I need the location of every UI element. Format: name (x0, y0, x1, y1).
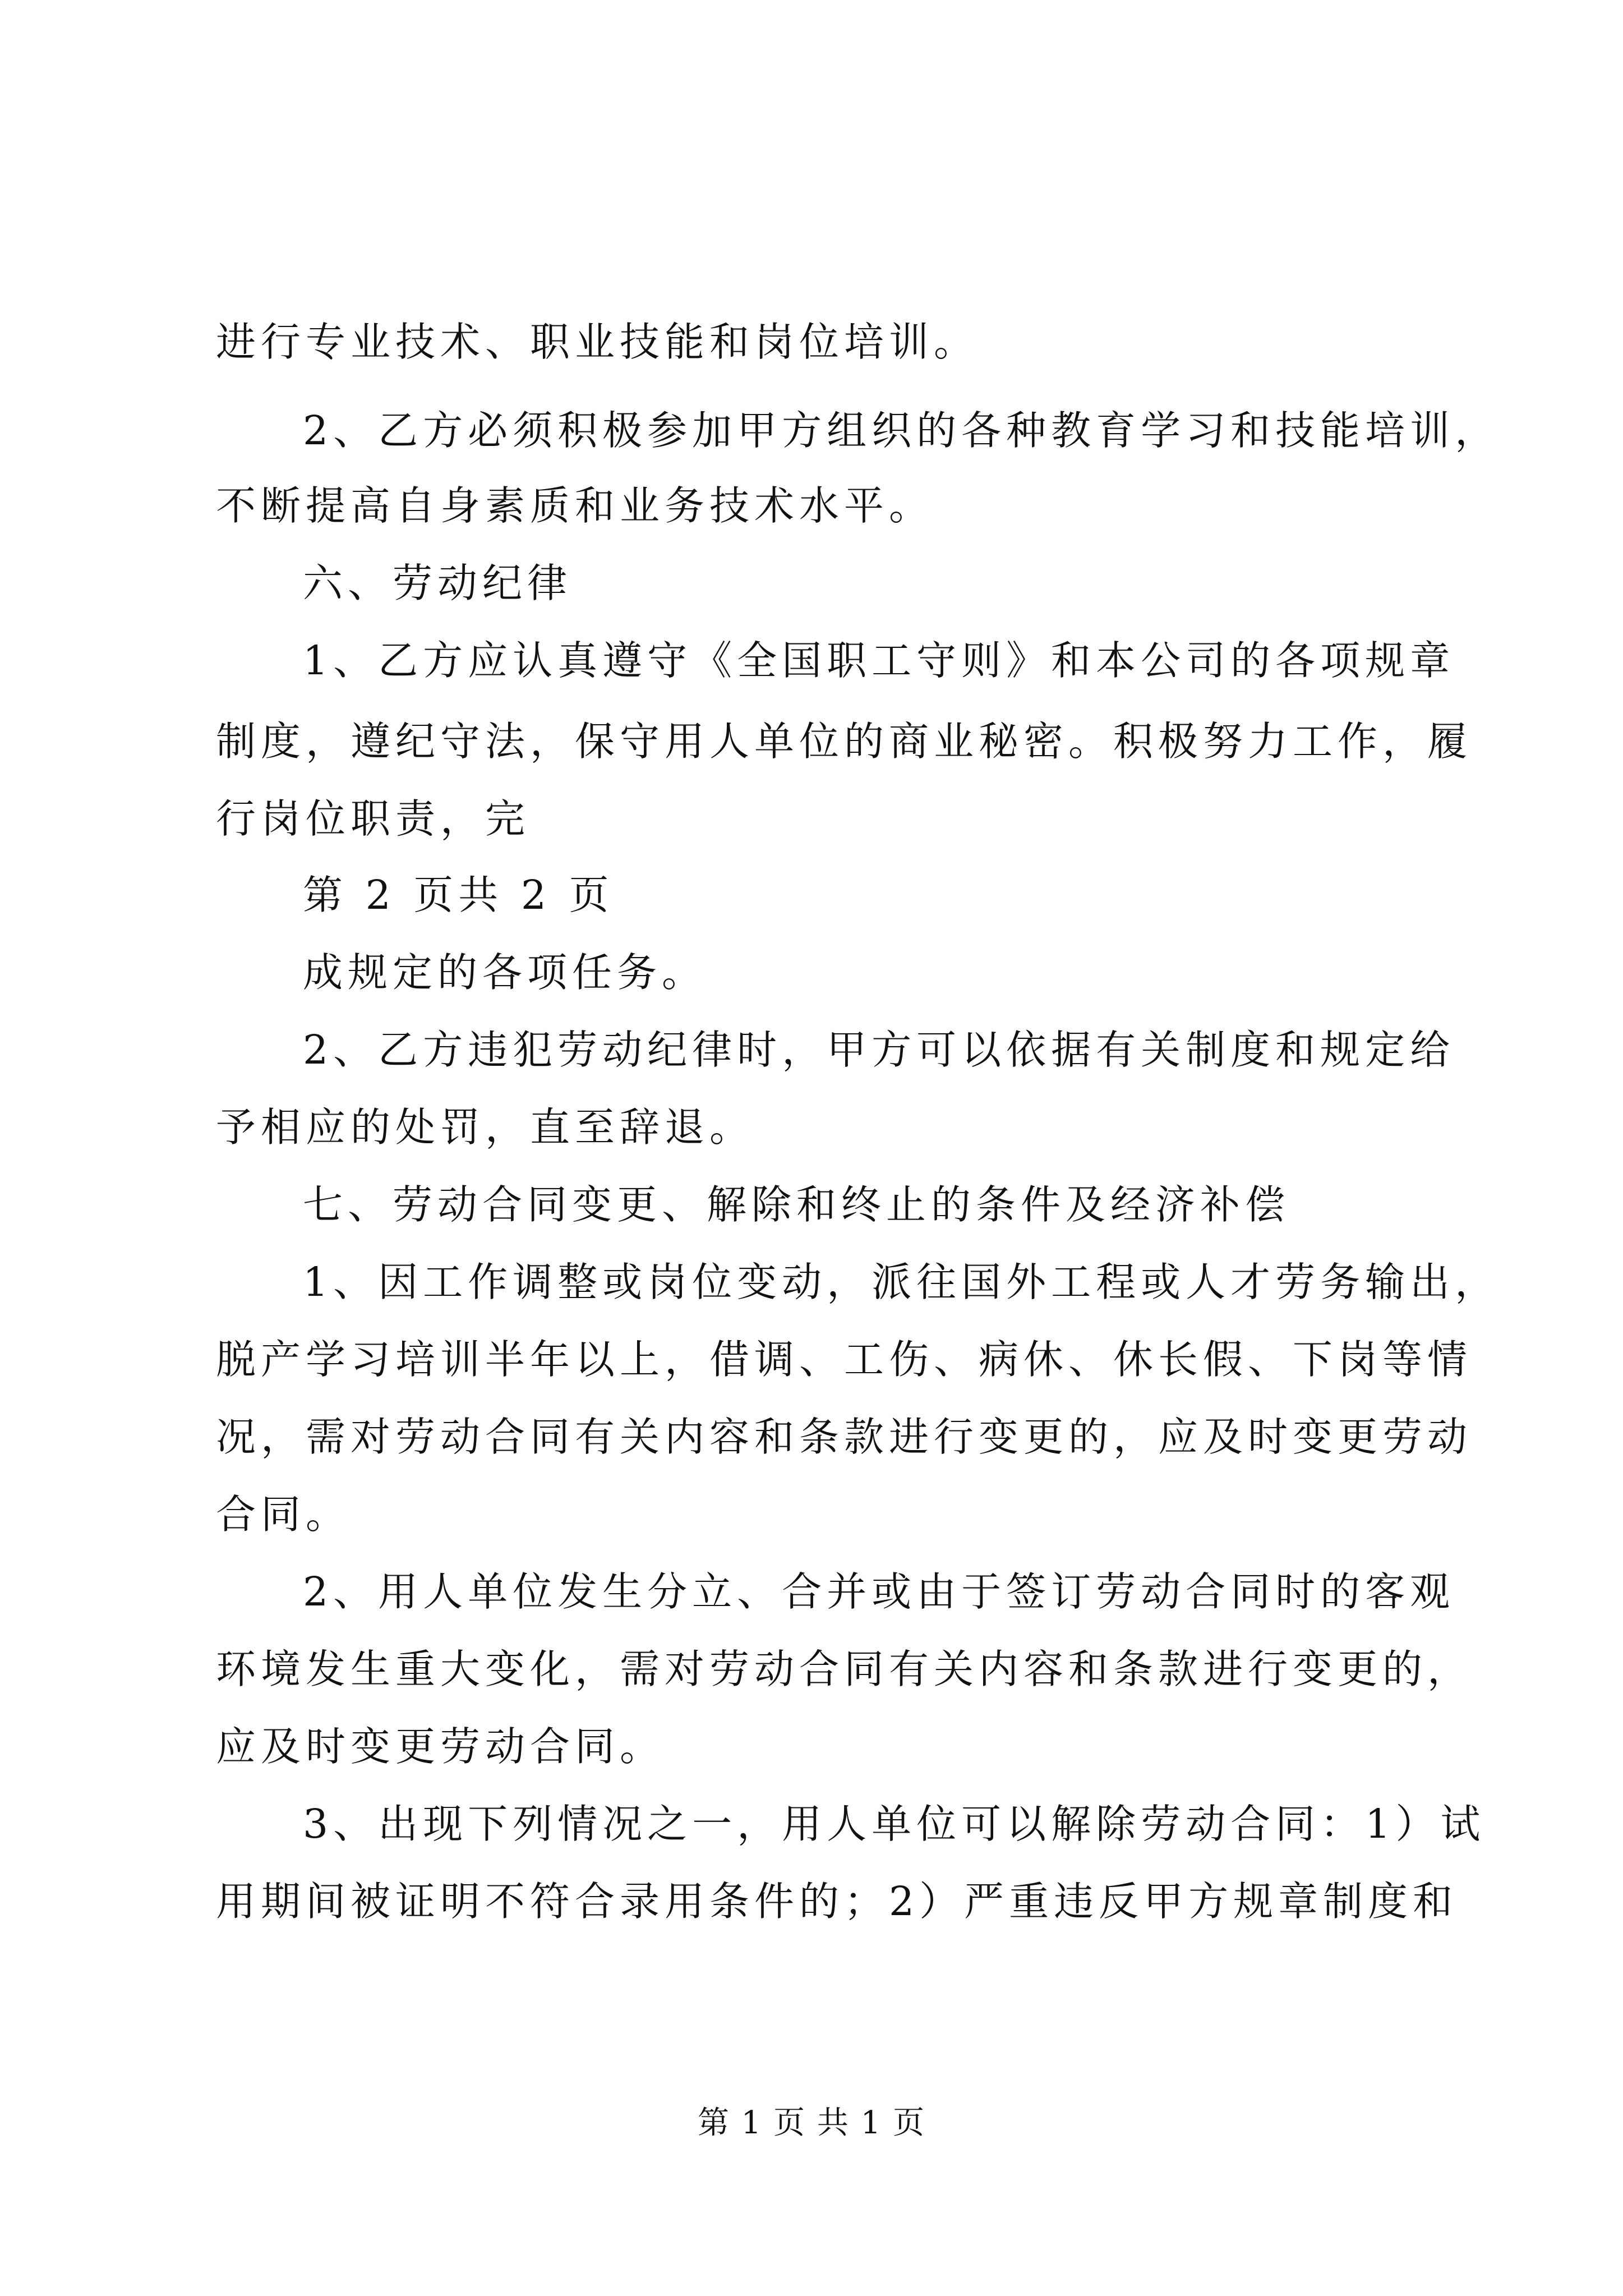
body-line: 2、乙方违犯劳动纪律时，甲方可以依据有关制度和规定给 (303, 1027, 1455, 1073)
body-line: 1、因工作调整或岗位变动，派往国外工程或人才劳务输出， (303, 1259, 1500, 1305)
body-line: 2、用人单位发生分立、合并或由于签订劳动合同时的客观 (303, 1568, 1455, 1615)
body-line: 用期间被证明不符合录用条件的；2）严重违反甲方规章制度和 (216, 1878, 1458, 1925)
section-heading: 七、劳动合同变更、解除和终止的条件及经济补偿 (303, 1181, 1290, 1228)
body-line: 1、乙方应认真遵守《全国职工守则》和本公司的各项规章 (303, 637, 1455, 684)
body-line: 合同。 (216, 1491, 351, 1538)
body-line: 环境发生重大变化，需对劳动合同有关内容和条款进行变更的， (216, 1646, 1473, 1692)
body-line: 应及时变更劳动合同。 (216, 1723, 665, 1770)
body-line: 行岗位职责，完 (216, 795, 531, 842)
body-line: 予相应的处罚，直至辞退。 (216, 1104, 755, 1151)
page-footer: 第 1 页 共 1 页 (697, 2105, 926, 2141)
body-line: 不断提高自身素质和业务技术水平。 (216, 482, 934, 529)
body-line: 成规定的各项任务。 (303, 949, 707, 996)
body-line: 2、乙方必须积极参加甲方组织的各种教育学习和技能培训， (303, 407, 1500, 454)
body-line: 进行专业技术、职业技能和岗位培训。 (216, 319, 979, 365)
inline-page-marker: 第 2 页共 2 页 (303, 872, 614, 918)
body-line: 制度，遵纪守法，保守用人单位的商业秘密。积极努力工作，履 (216, 718, 1473, 765)
section-heading: 六、劳动纪律 (303, 560, 573, 606)
body-line: 3、出现下列情况之一，用人单位可以解除劳动合同：1）试 (303, 1801, 1486, 1847)
body-line: 况，需对劳动合同有关内容和条款进行变更的，应及时变更劳动 (216, 1414, 1473, 1460)
body-line: 脱产学习培训半年以上，借调、工伤、病休、休长假、下岗等情 (216, 1336, 1473, 1383)
